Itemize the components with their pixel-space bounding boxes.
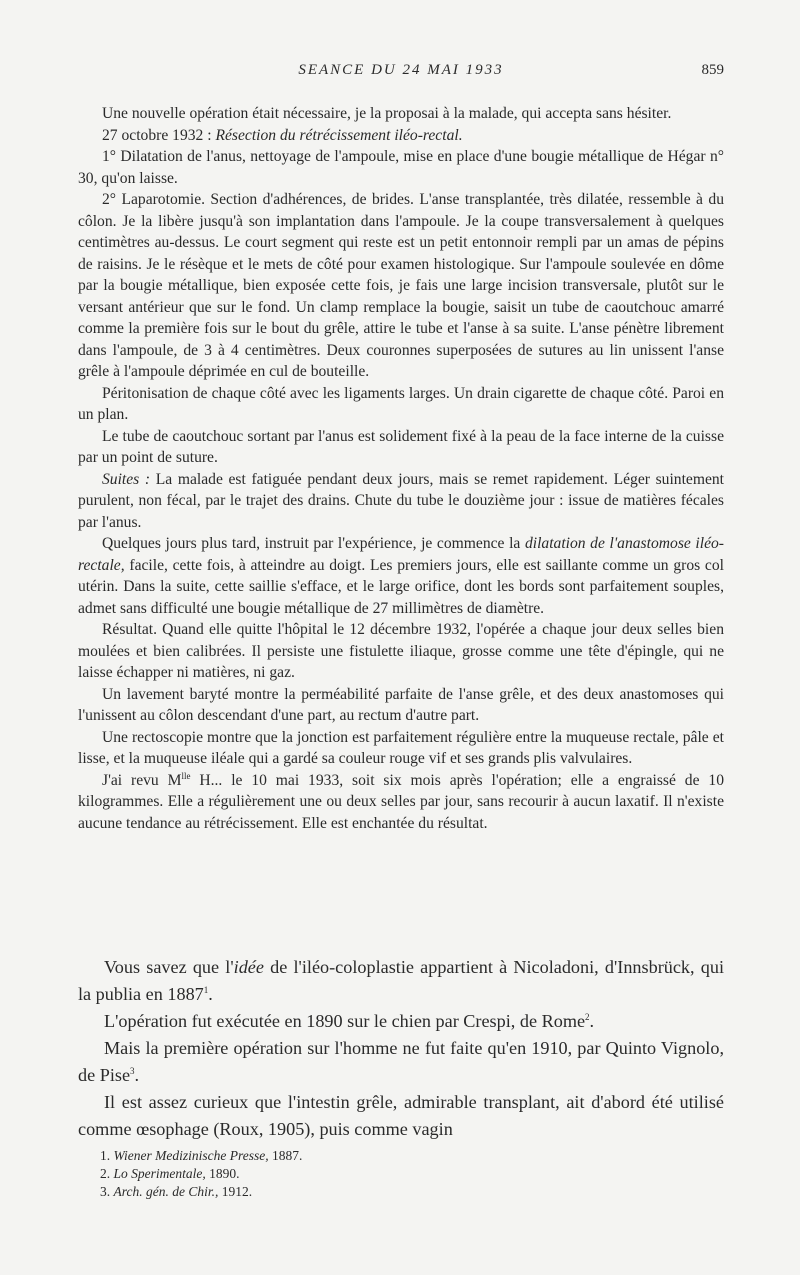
paragraph xyxy=(78,1035,724,1089)
paragraph-followup xyxy=(78,770,724,835)
text-run: . xyxy=(134,1065,140,1085)
text-run: . xyxy=(589,1011,595,1031)
text-run: Vous savez que l' xyxy=(104,957,234,977)
text-run: L'opération fut exécutée en 1890 sur le chien par Crespi, de Rome xyxy=(104,1011,586,1031)
paragraph-suites xyxy=(78,469,724,534)
footnote-number: 2. xyxy=(100,1166,111,1181)
paragraph: Une nouvelle opération était nécessaire, je la proposai à la malade, qui accepta sans hésiter. xyxy=(102,105,672,122)
paragraph: 1° Dilatation de l'anus, nettoyage de l'ampoule, mise en place d'une bougie métallique de Hégar n° 30, qu'on laisse. xyxy=(78,148,724,187)
footnote-year: 1890. xyxy=(209,1166,240,1181)
footnote-ref: 2 xyxy=(585,1011,590,1022)
italic-term: dilatation de l'anastomose iléo-rectale, xyxy=(78,535,724,574)
text-run: de l'iléo-coloplastie appartient à Nicoladoni, d'Innsbrück, qui la publia en 1887 xyxy=(78,957,724,1004)
paragraph: Péritonisation de chaque côté avec les ligaments larges. Un drain cigarette de chaque côté. Paroi en un plan. xyxy=(78,384,724,423)
main-text xyxy=(78,954,724,1143)
footnote xyxy=(100,1165,700,1183)
paragraph: 2° Laparotomie. Section d'adhérences, de brides. L'anse transplantée, très dilatée, ressemble à du côlon. Je la libère jusqu'à son implantation dans l'ampoule. Je la coupe transversalement à quelques centimètres au-dessus. Le court segment qui reste est un petit entonnoir rempli par un amas de pépins de raisins. Je le résèque et le mets de côté pour examen histologique. Sur l'ampoule soulevée en dôme par la bougie métallique, bien exposée cette fois, je fais une large incision transversale, plutôt sur le versant antérieur que sur le fond. Un clamp remplace la bougie, saisit un tube de caoutchouc amarré comme la première fois sur le bout du grêle, attire le tube et l'anse à sa suite. L'anse pénètre librement dans l'ampoule, de 3 à 4 centimètres. Deux couronnes superposées de sutures au lin unissent l'anse grêle à l'ampoule déprimée en cul de bouteille. xyxy=(78,191,724,380)
footnote-source: Arch. gén. de Chir., xyxy=(113,1184,219,1199)
footnote-ref: 1 xyxy=(203,984,209,995)
footnote xyxy=(100,1183,700,1201)
suites-text: La malade est fatiguée pendant deux jours, mais se remet rapidement. Léger suintement purulent, non fécal, par le trajet des drains. Chute du tube le douzième jour : issue de matières fécales par l'anus. xyxy=(78,470,725,531)
case-report-text xyxy=(78,103,724,834)
footnote-number: 1. xyxy=(100,1148,111,1163)
text-run: H... le 10 mai 1933, soit six mois après l'opération; elle a engraissé de 10 kilogrammes. Elle a régulièrement une ou deux selles par jour, sans recourir à aucun laxatif. Il n'existe aucune tendance au rétrécissement. Elle est enchantée du résultat. xyxy=(78,771,724,832)
text-run: J'ai revu M xyxy=(102,771,182,789)
paragraph: Une rectoscopie montre que la jonction est parfaitement régulière entre la muqueuse rectale, pâle et lisse, et la muqueuse iléale qui a gardé sa couleur rouge vif et ses grands plis valvulaires. xyxy=(78,728,724,767)
page-number: 859 xyxy=(701,62,724,78)
text-run: . xyxy=(208,984,213,1004)
paragraph-dilatation xyxy=(78,533,724,619)
footnote-source: Wiener Medizinische Presse, xyxy=(113,1148,269,1163)
footnote-year: 1912. xyxy=(221,1184,253,1199)
superscript: lle xyxy=(181,770,191,781)
operation-title: Résection du rétrécissement iléo-rectal. xyxy=(215,126,463,144)
text-run: Quelques jours plus tard, instruit par l'expérience, je commence la xyxy=(102,535,521,552)
suites-label: Suites : xyxy=(102,470,151,488)
footnote xyxy=(100,1147,700,1165)
paragraph-operation-title xyxy=(78,125,724,147)
text-run: Mais la première opération sur l'homme ne fut faite qu'en 1910, par Quinto Vignolo, de Pise xyxy=(78,1038,724,1085)
paragraph xyxy=(78,1008,724,1035)
paragraph: Résultat. Quand elle quitte l'hôpital le 12 décembre 1932, l'opérée a chaque jour deux selles bien moulées et bien calibrées. Il persiste une fistulette iliaque, grosse comme une tête d'épingle, qui ne laisse échapper ni matières, ni gaz. xyxy=(78,621,724,681)
running-head: SEANCE DU 24 MAI 1933 xyxy=(298,62,504,78)
footnote-year: 1887. xyxy=(271,1148,303,1163)
paragraph: Il est assez curieux que l'intestin grêle, admirable transplant, ait d'abord été utilisé comme œsophage (Roux, 1905), puis comme vagin xyxy=(78,1092,724,1139)
footnote-number: 3. xyxy=(100,1184,111,1199)
text-run: facile, cette fois, à atteindre au doigt. Les premiers jours, elle est saillante comme un gros col utérin. Dans la suite, cette saillie s'efface, et le large orifice, dont les bords sont parfaitement souples, admet sans difficulté une bougie métallique de 27 millimètres de diamètre. xyxy=(78,556,724,617)
paragraph: Un lavement baryté montre la perméabilité parfaite de l'anse grêle, et des deux anastomoses qui l'unissent au côlon descendant d'une part, au rectum d'autre part. xyxy=(78,685,724,724)
paragraph-history xyxy=(78,954,724,1008)
footnotes xyxy=(100,1147,700,1201)
operation-date: 27 octobre 1932 : xyxy=(102,126,212,144)
footnote-source: Lo Sperimentale, xyxy=(113,1166,206,1181)
paragraph: Le tube de caoutchouc sortant par l'anus est solidement fixé à la peau de la face interne de la cuisse par un point de suture. xyxy=(78,427,724,466)
italic-term: idée xyxy=(233,957,264,977)
page-header xyxy=(78,62,724,86)
footnote-ref: 3 xyxy=(130,1065,135,1076)
